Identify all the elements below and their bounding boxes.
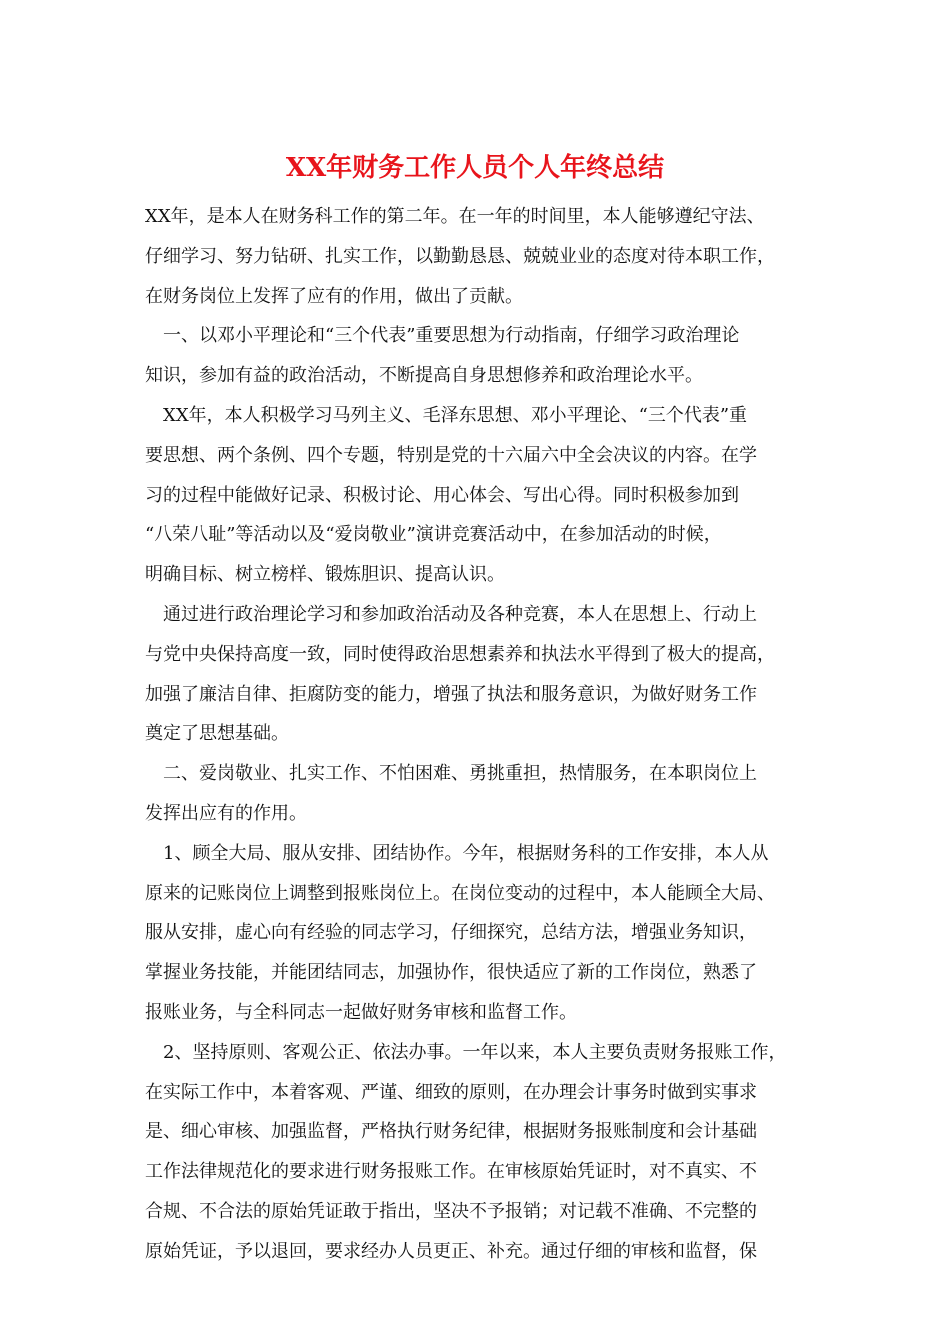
paragraph-line: 原始凭证，予以退回，要求经办人员更正、补充。通过仔细的审核和监督，保: [145, 1240, 757, 1262]
paragraph-line: 仔细学习、努力钻研、扎实工作，以勤勤恳恳、兢兢业业的态度对待本职工作，: [145, 245, 775, 267]
paragraph-line: 在实际工作中，本着客观、严谨、细致的原则，在办理会计事务时做到实事求: [145, 1081, 757, 1103]
paragraph-line: 习的过程中能做好记录、积极讨论、用心体会、写出心得。同时积极参加到: [145, 484, 739, 506]
paragraph-line: 是、细心审核、加强监督，严格执行财务纪律，根据财务报账制度和会计基础: [145, 1121, 757, 1143]
section-heading-line: 知识，参加有益的政治活动，不断提高自身思想修养和政治理论水平。: [145, 365, 703, 387]
section-heading-line: 发挥出应有的作用。: [145, 802, 307, 824]
paragraph-line: 与党中央保持高度一致，同时使得政治思想素养和执法水平得到了极大的提高，: [145, 643, 775, 665]
paragraph-line: 奠定了思想基础。: [145, 723, 289, 745]
document-title: XX年财务工作人员个人年终总结: [285, 153, 665, 183]
paragraph-line: XX年，是本人在财务科工作的第二年。在一年的时间里，本人能够遵纪守法、: [145, 206, 765, 227]
paragraph-line: 合规、不合法的原始凭证敢于指出，坚决不予报销；对记载不准确、不完整的: [145, 1200, 757, 1222]
paragraph-line: 原来的记账岗位上调整到报账岗位上。在岗位变动的过程中，本人能顾全大局、: [145, 882, 775, 904]
paragraph-line: 明确目标、树立榜样、锻炼胆识、提高认识。: [145, 564, 505, 586]
paragraph-line: 加强了廉洁自律、拒腐防变的能力，增强了执法和服务意识，为做好财务工作: [145, 683, 757, 705]
paragraph-line: 在财务岗位上发挥了应有的作用，做出了贡献。: [145, 285, 523, 307]
paragraph-line: 1、顾全大局、服从安排、团结协作。今年，根据财务科的工作安排，本人从: [163, 842, 769, 864]
paragraph-line: “八荣八耻”等活动以及“爱岗敬业”演讲竞赛活动中，在参加活动的时候，: [145, 524, 722, 546]
paragraph-line: 报账业务，与全科同志一起做好财务审核和监督工作。: [145, 1001, 577, 1023]
paragraph-line: 通过进行政治理论学习和参加政治活动及各种竞赛，本人在思想上、行动上: [163, 603, 757, 625]
paragraph-line: 2、坚持原则、客观公正、依法办事。一年以来，本人主要负责财务报账工作，: [163, 1041, 787, 1063]
paragraph-line: XX年，本人积极学习马列主义、毛泽东思想、邓小平理论、“三个代表”重: [163, 404, 748, 426]
document-body: [145, 197, 805, 1272]
paragraph-line: 掌握业务技能，并能团结同志，加强协作，很快适应了新的工作岗位，熟悉了: [145, 962, 757, 984]
section-heading-line: 二、爱岗敬业、扎实工作、不怕困难、勇挑重担，热情服务，在本职岗位上: [163, 763, 757, 785]
paragraph-line: 要思想、两个条例、四个专题，特别是党的十六届六中全会决议的内容。在学: [145, 444, 757, 466]
section-heading-line: 一、以邓小平理论和“三个代表”重要思想为行动指南，仔细学习政治理论: [163, 325, 740, 347]
paragraph-line: 服从安排，虚心向有经验的同志学习，仔细探究，总结方法，增强业务知识，: [145, 922, 757, 944]
paragraph-line: 工作法律规范化的要求进行财务报账工作。在审核原始凭证时，对不真实、不: [145, 1161, 757, 1183]
